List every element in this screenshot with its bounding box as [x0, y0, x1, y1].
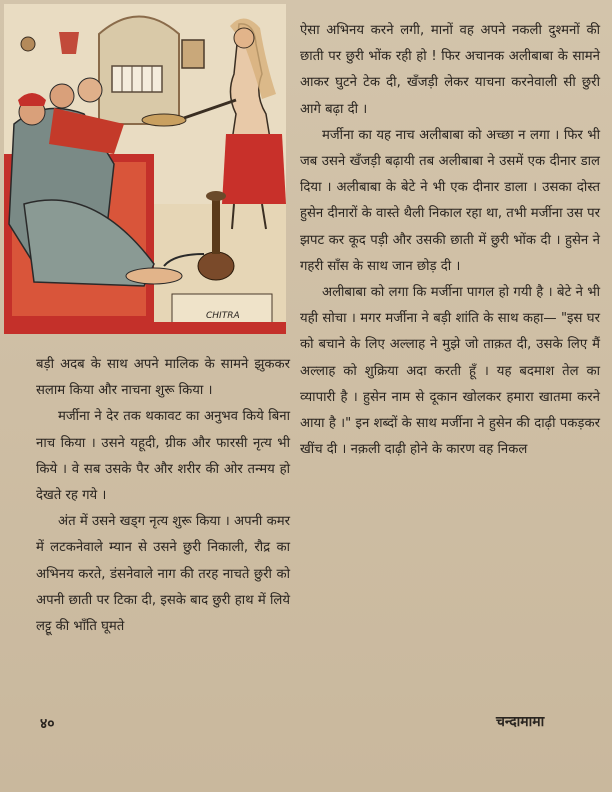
right-paragraph-3: अलीबाबा को लगा कि मर्जीना पागल हो गयी है । बेटे ने भी यही सोचा । मगर मर्जीना ने बड़ी शांति के साथ कहा— "इस घर को बचाने के लिए अल्लाह ने मुझे जो ताक़त दी, उसके लिए मैं अल्लाह को शुक्रिया अदा करती हूँ । यह बदमाश तेल का व्यापारी है । हुसेन नाम से दूकान खोलकर हमारा खातमा करने आया है ।" इन शब्दों के साथ मर्जीना ने हुसेन की दाढ़ी पकड़कर खींच दी । नक़ली दाढ़ी होने के कारण वह निकल	[300, 285, 600, 458]
left-paragraph-1: बड़ी अदब के साथ अपने मालिक के सामने झुककर सलाम किया और नाचना शुरू किया ।	[36, 357, 290, 399]
story-illustration	[4, 4, 286, 334]
page-number: ४०	[40, 716, 55, 732]
left-paragraph-3: अंत में उसने खड्ग नृत्य शुरू किया । अपनी कमर में लटकनेवाले म्यान से उसने छुरी निकाली, रौद्र का अभिनय करते, डंसनेवाले नाग की तरह नाचते छुरी को अपनी छाती पर टिका दी, इसके बाद छुरी हाथ में लिये लट्टू की भाँति घूमते	[36, 514, 290, 635]
right-paragraph-1: ऐसा अभिनय करने लगी, मानों वह अपने नकली दुश्मनों की छाती पर छुरी भोंक रही हो ! फिर अचानक अलीबाबा के सामने आकर घुटने टेक दी, खँजड़ी लेकर याचना करनेवाली सी छुरी आगे बढ़ा दी ।	[300, 23, 600, 117]
magazine-title: चन्दामामा	[496, 714, 545, 730]
illustration-signature: CHITRA	[206, 311, 240, 321]
left-paragraph-2: मर्जीना ने देर तक थकावट का अनुभव किये बिना नाच किया । उसने यहूदी, ग्रीक और फारसी नृत्य भी किये । वे सब उसके पैर और शरीर की ओर तन्मय हो देखते रह गये ।	[36, 409, 290, 504]
right-paragraph-2: मर्जीना का यह नाच अलीबाबा को अच्छा न लगा । फिर भी जब उसने खँजड़ी बढ़ायी तब अलीबाबा ने उसमें एक दीनार डाल दिया । अलीबाबा के बेटे ने भी एक दीनार डाला । उसका दोस्त हुसेन दीनारों के वास्ते थैली निकाल रहा था, तभी मर्जीना उस पर झपट कर कूद पड़ी और उसकी छाती में छुरी भोंक दी । हुसेन ने गहरी साँस के साथ जान छोड़ दी ।	[300, 127, 600, 274]
right-column	[300, 18, 600, 463]
story-illustration-icon	[4, 4, 286, 334]
left-column	[36, 352, 290, 640]
